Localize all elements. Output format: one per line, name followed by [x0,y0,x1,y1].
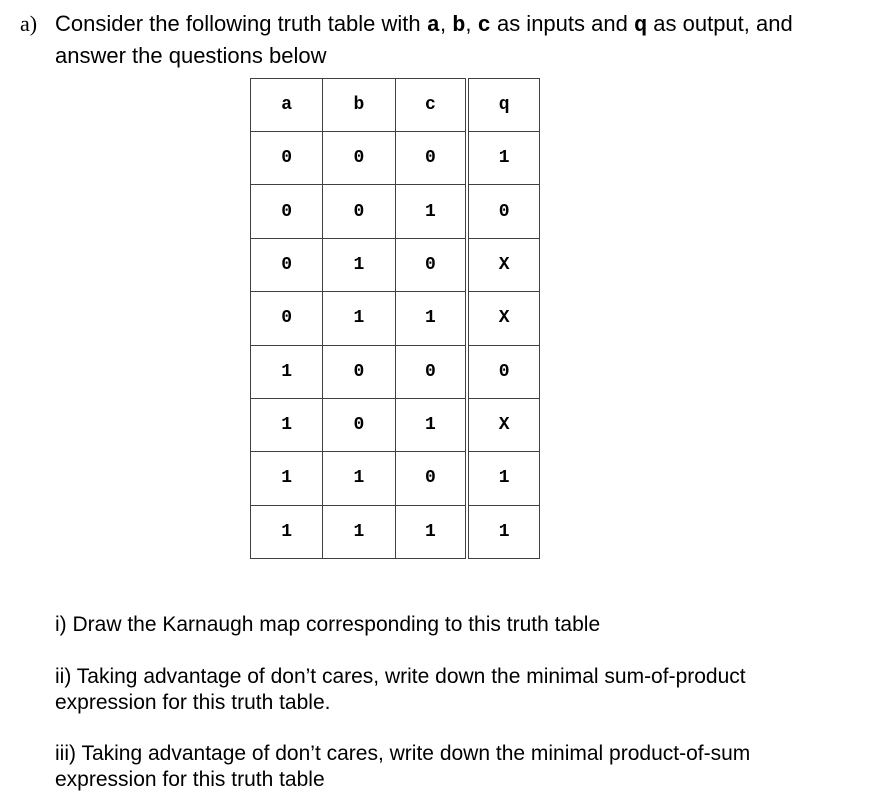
cell-q: X [467,292,539,345]
question-label: a) [20,11,38,36]
cell-q: X [467,398,539,451]
cell-b: 0 [323,398,395,451]
subquestion-ii: ii) Taking advantage of don’t cares, write down the minimal sum-of-product expression for this truth table. [55,665,746,714]
cell-q: 0 [467,345,539,398]
cell-b: 0 [323,185,395,238]
header-q: q [467,79,539,132]
input-b-name: b [452,13,466,38]
cell-a: 1 [251,505,323,558]
intro-text: as output, and answer the questions below [55,11,793,68]
cell-c: 0 [395,345,467,398]
cell-a: 0 [251,238,323,291]
cell-q: X [467,238,539,291]
cell-c: 0 [395,452,467,505]
cell-q: 1 [467,132,539,185]
table-row [251,345,540,398]
table-header-row [251,79,540,132]
table-row [251,452,540,505]
table-row [251,185,540,238]
subquestion-i: i) Draw the Karnaugh map corresponding to this truth table [55,613,601,636]
cell-a: 1 [251,398,323,451]
truth-table [250,78,540,559]
cell-c: 1 [395,292,467,345]
cell-a: 0 [251,132,323,185]
cell-b: 1 [323,238,395,291]
output-q-name: q [633,13,648,38]
cell-c: 1 [395,398,467,451]
cell-a: 0 [251,292,323,345]
header-b: b [323,79,395,132]
subquestion-iii: iii) Taking advantage of don’t cares, write down the minimal product-of-sum expression for this truth table [55,742,751,791]
cell-b: 1 [323,292,395,345]
intro-text: as inputs and [490,11,634,36]
cell-c: 0 [395,238,467,291]
cell-c: 0 [395,132,467,185]
question-intro: Consider the following truth table with a, b, c as inputs and q as output, and answer the questions below [55,11,793,68]
cell-b: 1 [323,452,395,505]
table-row [251,292,540,345]
cell-c: 1 [395,185,467,238]
cell-c: 1 [395,505,467,558]
table-row [251,398,540,451]
intro-text: Consider the following truth table with [55,11,427,36]
cell-b: 0 [323,345,395,398]
cell-b: 1 [323,505,395,558]
table-row [251,238,540,291]
cell-b: 0 [323,132,395,185]
input-a-name: a [426,13,440,38]
cell-a: 1 [251,345,323,398]
table-row [251,132,540,185]
cell-a: 0 [251,185,323,238]
input-c-name: c [477,13,491,38]
header-c: c [395,79,467,132]
cell-q: 1 [467,452,539,505]
header-a: a [251,79,323,132]
cell-q: 0 [467,185,539,238]
cell-q: 1 [467,505,539,558]
cell-a: 1 [251,452,323,505]
table-row [251,505,540,558]
